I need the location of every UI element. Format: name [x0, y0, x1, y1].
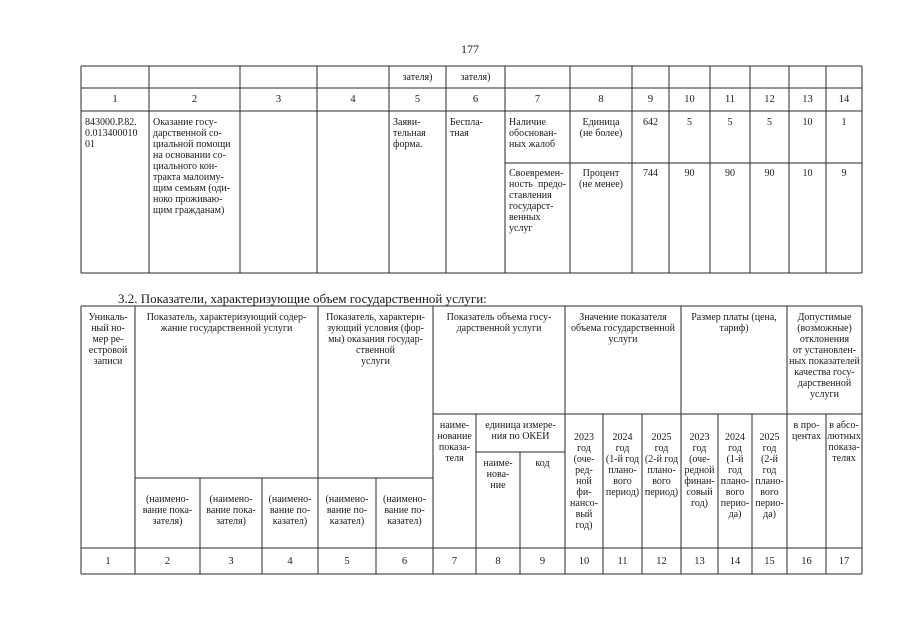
- t1-deviation-pct: 10: [802, 117, 813, 128]
- t1-colnum: 7: [534, 94, 541, 105]
- t2-h-indicator-name: наиме- нование показа- теля: [437, 420, 472, 464]
- t1-deviation-pct: 10: [802, 168, 813, 179]
- t2-h-registry: Уникаль- ный но- мер ре- естровой записи: [88, 312, 128, 367]
- t2-h-okei-name: наиме- нова- ние: [483, 458, 513, 491]
- t1-value-2025: 5: [767, 117, 772, 128]
- t2-colnum: 3: [228, 556, 234, 567]
- t2-h-content-name-3: (наимено- вание по- казател): [268, 494, 312, 527]
- t2-h-fee-2023: 2023 год (оче- редной финан- совый год): [684, 432, 715, 509]
- t2-h-fee-2024: 2024 год (1-й год плано- вого перио- да): [720, 432, 750, 520]
- t2-colnum: 11: [617, 556, 628, 567]
- t1-unit: Единица (не более): [579, 117, 623, 139]
- t1-value-2023: 5: [687, 117, 692, 128]
- t2-h-deviation-pct: в про- центах: [791, 420, 822, 442]
- t2-colnum: 17: [838, 556, 850, 567]
- t1-colnum: 4: [350, 94, 356, 105]
- t2-h-content-name-1: (наимено- вание пока- зателя): [142, 494, 193, 527]
- t2-h-content: Показатель, характеризующий содер- жание государственной услуги: [146, 312, 307, 334]
- t1-indicator-name: Наличие обоснован- ных жалоб: [509, 117, 557, 150]
- t2-h-deviation-abs: в абсо- лютных показа- телях: [827, 420, 861, 464]
- t1-colnum: 8: [598, 94, 604, 105]
- t2-colnum: 2: [164, 556, 171, 567]
- t2-colnum: 6: [401, 556, 408, 567]
- t1-colnum: 6: [472, 94, 479, 105]
- t2-colnum: 8: [495, 556, 501, 567]
- t1-unit: Процент (не менее): [579, 168, 623, 190]
- t2-h-volume: Показатель объема госу- дарственной услуги: [446, 312, 552, 334]
- t1-colnum: 11: [724, 94, 736, 105]
- t1-form: Заяви- тельная форма.: [393, 117, 426, 150]
- t1-deviation-abs: 1: [841, 117, 847, 128]
- t1-registry-number: 843000.Р.82. 0.013400010 01: [85, 117, 138, 150]
- t2-colnum: 10: [578, 556, 590, 567]
- t1-value-2024: 5: [727, 117, 733, 128]
- t1-okei-code: 642: [643, 117, 658, 128]
- page-number: 177: [461, 42, 479, 56]
- t2-colnum: 13: [694, 556, 705, 567]
- t2-colnum: 15: [764, 556, 775, 567]
- t1-colnum: 12: [764, 94, 775, 105]
- t1-colnum: 10: [684, 94, 695, 105]
- t1-value-2024: 90: [725, 168, 735, 179]
- t2-h-condition-name-2: (наимено- вание по- казател): [383, 494, 426, 527]
- t1-value-2025: 90: [764, 168, 775, 179]
- t2-h-fee-2025: 2025 год (2-й год плано- вого перио- да): [755, 432, 784, 520]
- t2-h-okei-code: код: [535, 458, 550, 469]
- t1-colnum: 2: [191, 94, 198, 105]
- section-title: 3.2. Показатели, характеризующие объем государственной услуги:: [118, 291, 487, 306]
- t2-colnum: 9: [539, 556, 546, 567]
- t2-h-deviation: Допустимые (возможные) отклонения от установлен- ных показателей качества госу- дарственной услуги: [789, 312, 860, 400]
- t1-okei-code: 744: [643, 168, 658, 179]
- t2-colnum: 7: [451, 556, 458, 567]
- t2-h-value-2023: 2023 год (оче- ред- ной фи- нансо- вый год): [570, 432, 598, 531]
- t1-fee: Беспла- тная: [450, 117, 483, 139]
- t2-h-conditions: Показатель, характери- зующий условия (фор- мы) оказания государ- ственной услуги: [326, 312, 425, 367]
- t1-colnum: 13: [802, 94, 813, 105]
- t2-colnum: 4: [287, 556, 293, 567]
- t1-cont-cell-6: зателя): [460, 72, 491, 83]
- t1-colnum: 14: [838, 94, 850, 105]
- t1-deviation-abs: 9: [841, 168, 847, 179]
- t1-colnum: 3: [275, 94, 282, 105]
- t2-colnum: 1: [105, 556, 111, 567]
- t2-h-fee: Размер платы (цена, тариф): [691, 312, 777, 334]
- t2-colnum: 12: [656, 556, 667, 567]
- t2-h-value-2024: 2024 год (1-й год плано- вого период): [605, 432, 640, 498]
- t2-h-condition-name-1: (наимено- вание по- казател): [325, 494, 369, 527]
- t2-h-content-name-2: (наимено- вание пока- зателя): [206, 494, 256, 527]
- t1-service-content: Оказание госу- дарственной со- циальной помощи на основании со- циального кон- тракта малоиму- щим семьям (оди- ноко проживаю- щим гражданам): [153, 117, 231, 216]
- t2-h-value-2025: 2025 год (2-й год плано- вого период): [644, 432, 679, 498]
- t2-h-values: Значение показателя объема государственной услуги: [571, 312, 675, 345]
- t1-cont-cell-5: зателя): [402, 72, 433, 83]
- t1-colnum: 1: [112, 94, 118, 105]
- t1-value-2023: 90: [684, 168, 695, 179]
- t2-colnum: 14: [729, 556, 741, 567]
- t1-colnum: 5: [414, 94, 421, 105]
- t1-colnum: 9: [647, 94, 654, 105]
- t2-h-okei: единица измере- ния по ОКЕИ: [485, 420, 556, 442]
- t2-colnum: 5: [344, 556, 350, 567]
- t1-indicator-name: Своевремен- ность предо- ставления государст- венных услуг: [509, 168, 567, 234]
- t2-colnum: 16: [801, 556, 812, 567]
